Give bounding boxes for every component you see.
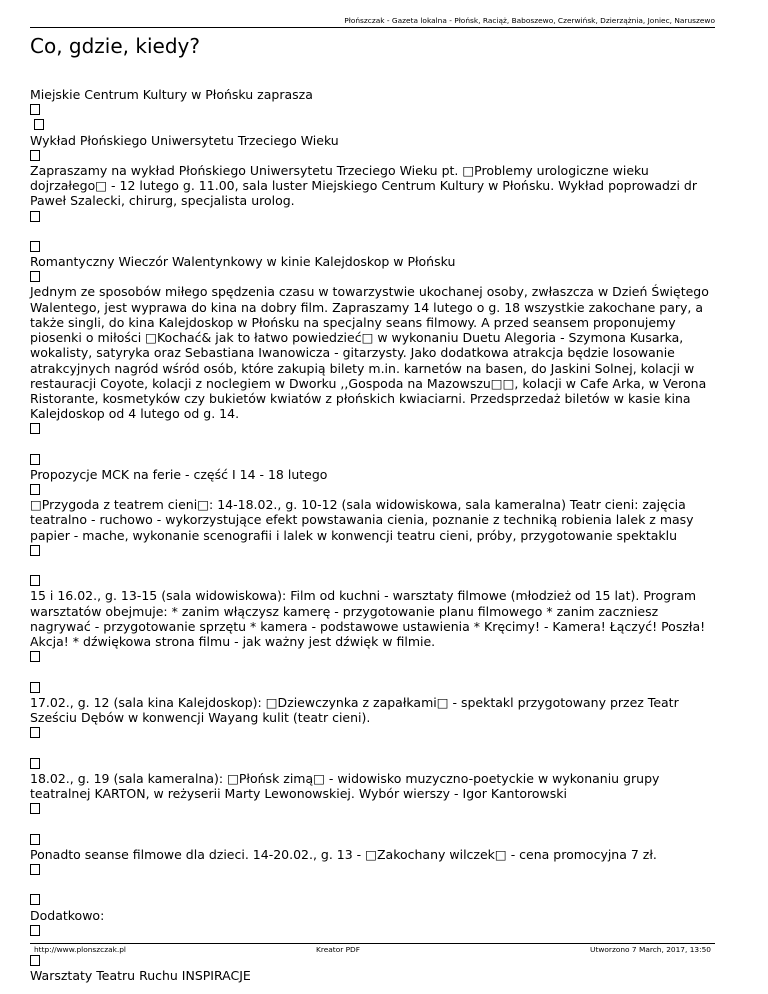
spacer bbox=[30, 664, 720, 679]
ferie-item-films: Ponadto seanse filmowe dla dzieci. 14-20.02., g. 13 - □Zakochany wilczek□ - cena promocyjna 7 zł. bbox=[30, 846, 657, 862]
box-icon-line bbox=[30, 680, 720, 695]
valentine-paragraph: Jednym ze sposobów miłego spędzenia czasu w towarzystwie ukochanej osoby, zwłaszcza w Dzień Świętego Walentego, jest wyprawa do kina na dobry film. Zapraszamy 14 lutego o g. 18 wszystkie zakochane pary, a także singli, do kina Kalejdoskop w Płońsku na specjalny seans filmowy. A przed seansem proponujemy piosenki o miłości □Kochać& jak to łatwo powiedzieć□ w wykonaniu Duetu Alegoria - Szymona Kusarka, wokalisty, satyryka oraz Sebastiana Iwanowicza - gitarzysty. Jako dodatkowa atrakcja będzie losowanie atrakcyjnych nagród wśród osób, które zakupią bilety m.in. karnetów na basen, do Jaskini Solnej, kolacji w restauracji Coyote, kolacji z noclegiem w Dworku ,,Gospoda na Mazowszu□□, kolacji w Cafe Arka, w Verona Ristorante, kosmetyków czy bukietów kwiatów z płońskich kwiaciarni. Przedsprzedaż biletów w kasie kina Kalejdoskop od 4 lutego od g. 14. bbox=[30, 284, 709, 422]
ferie-item-poetry: 18.02., g. 19 (sala kameralna): □Płońsk zimą□ - widowisko muzyczno-poetyckie w wykonaniu grupy teatralnej KARTON, w reżyserii Marty Lewonowskiej. Wybór wierszy - Igor Kantorowski bbox=[30, 770, 660, 801]
missing-glyph-icon bbox=[30, 104, 40, 115]
spacer bbox=[30, 558, 720, 573]
missing-glyph-icon bbox=[30, 803, 40, 814]
missing-glyph-icon bbox=[30, 834, 40, 845]
ferie-item-shadow-theatre: □Przygoda z teatrem cieni□: 14-18.02., g. 10-12 (sala widowiskowa, sala kameralna) Teatr cieni: zajęcia teatralno - ruchowo - wykorzystujące efekt powstawania cienia, poznanie z techniką robienia lalek z masy papier - mache, wykonanie scenografii i lalek w konwencji teatru cieni, próby, przygotowanie spektaklu bbox=[30, 497, 694, 543]
footer-generator: Kreator PDF bbox=[316, 945, 361, 954]
missing-glyph-icon bbox=[30, 150, 40, 161]
missing-glyph-icon bbox=[30, 727, 40, 738]
box-icon-line bbox=[30, 148, 720, 163]
spacer bbox=[30, 877, 720, 892]
missing-glyph-icon bbox=[30, 484, 40, 495]
spacer bbox=[30, 224, 720, 239]
missing-glyph-icon bbox=[30, 211, 40, 222]
box-icon-line bbox=[30, 756, 720, 771]
lecture-paragraph: Zapraszamy na wykład Płońskiego Uniwersytetu Trzeciego Wieku pt. □Problemy urologiczne wieku dojrzałego□ - 12 lutego g. 11.00, sala luster Miejskiego Centrum Kultury w Płońsku. Wykład poprowadzi dr Paweł Szalecki, chirurg, specjalista urolog. bbox=[30, 162, 697, 209]
box-icon-line bbox=[30, 452, 720, 467]
box-icon-line bbox=[30, 862, 720, 877]
footer-url-link[interactable]: http://www.plonszczak.pl bbox=[34, 945, 126, 954]
box-icon-line bbox=[30, 649, 720, 664]
inspiracje-heading: Warsztaty Teatru Ruchu INSPIRACJE bbox=[30, 968, 251, 984]
missing-glyph-icon bbox=[30, 454, 40, 465]
page-title: Co, gdzie, kiedy? bbox=[30, 34, 200, 58]
spacer bbox=[30, 437, 720, 452]
ferie-item-spectacle: 17.02., g. 12 (sala kina Kalejdoskop): □Dziewczynka z zapałkami□ - spektakl przygotowany przez Teatr Sześciu Dębów w konwencji Wayang kulit (teatr cieni). bbox=[30, 694, 679, 725]
box-icon-line bbox=[30, 102, 720, 117]
box-icon-line bbox=[30, 421, 720, 436]
missing-glyph-icon bbox=[30, 682, 40, 693]
box-icon-line bbox=[30, 117, 720, 132]
ferie-heading: Propozycje MCK na ferie - część I 14 - 18 lutego bbox=[30, 466, 328, 482]
missing-glyph-icon bbox=[30, 651, 40, 662]
missing-glyph-icon bbox=[30, 241, 40, 252]
box-icon-line bbox=[30, 209, 720, 224]
missing-glyph-icon bbox=[30, 423, 40, 434]
spacer bbox=[30, 816, 720, 831]
page-footer bbox=[30, 943, 715, 956]
missing-glyph-icon bbox=[30, 864, 40, 875]
spacer bbox=[30, 740, 720, 755]
ferie-item-film-workshop: 15 i 16.02., g. 13-15 (sala widowiskowa): Film od kuchni - warsztaty filmowe (młodzież od 15 lat). Program warsztatów obejmuje: * zanim włączysz kamerę - przygotowanie planu filmowego * zanim zaczniesz nagrywać - przygotowanie sprzętu * kamera - podstawowe ustawienia * Kręcimy! - Kamera! Łączyć! Poszła! Akcja! * dźwiękowa strona filmu - jak ważny jest dźwięk w filmie. bbox=[30, 588, 706, 650]
box-icon-line bbox=[30, 239, 720, 254]
intro-line: Miejskie Centrum Kultury w Płońsku zaprasza bbox=[30, 87, 313, 102]
missing-glyph-icon bbox=[30, 894, 40, 905]
missing-glyph-icon bbox=[30, 955, 40, 966]
valentine-heading: Romantyczny Wieczór Walentynkowy w kinie Kalejdoskop w Płońsku bbox=[30, 254, 456, 270]
missing-glyph-icon bbox=[30, 758, 40, 769]
box-icon-line bbox=[30, 832, 720, 847]
missing-glyph-icon bbox=[30, 545, 40, 556]
footer-created-date: Utworzono 7 March, 2017, 13:50 bbox=[590, 945, 711, 954]
missing-glyph-icon bbox=[34, 119, 44, 130]
missing-glyph-icon bbox=[30, 925, 40, 936]
box-icon-line bbox=[30, 269, 720, 284]
box-icon-line bbox=[30, 725, 720, 740]
box-icon-line bbox=[30, 801, 720, 816]
missing-glyph-icon bbox=[30, 575, 40, 586]
page-header bbox=[30, 14, 715, 28]
box-icon-line bbox=[30, 892, 720, 907]
article-body bbox=[30, 87, 720, 983]
box-icon-line bbox=[30, 573, 720, 588]
lecture-heading: Wykład Płońskiego Uniwersytetu Trzeciego Wieku bbox=[30, 132, 339, 148]
box-icon-line bbox=[30, 482, 720, 497]
box-icon-line bbox=[30, 923, 720, 938]
box-icon-line bbox=[30, 543, 720, 558]
extra-label: Dodatkowo: bbox=[30, 907, 105, 923]
missing-glyph-icon bbox=[30, 271, 40, 282]
header-site-text: Płońszczak - Gazeta lokalna - Płońsk, Raciąż, Baboszewo, Czerwińsk, Dzierzążnia, Joniec, Naruszewo bbox=[344, 16, 715, 25]
